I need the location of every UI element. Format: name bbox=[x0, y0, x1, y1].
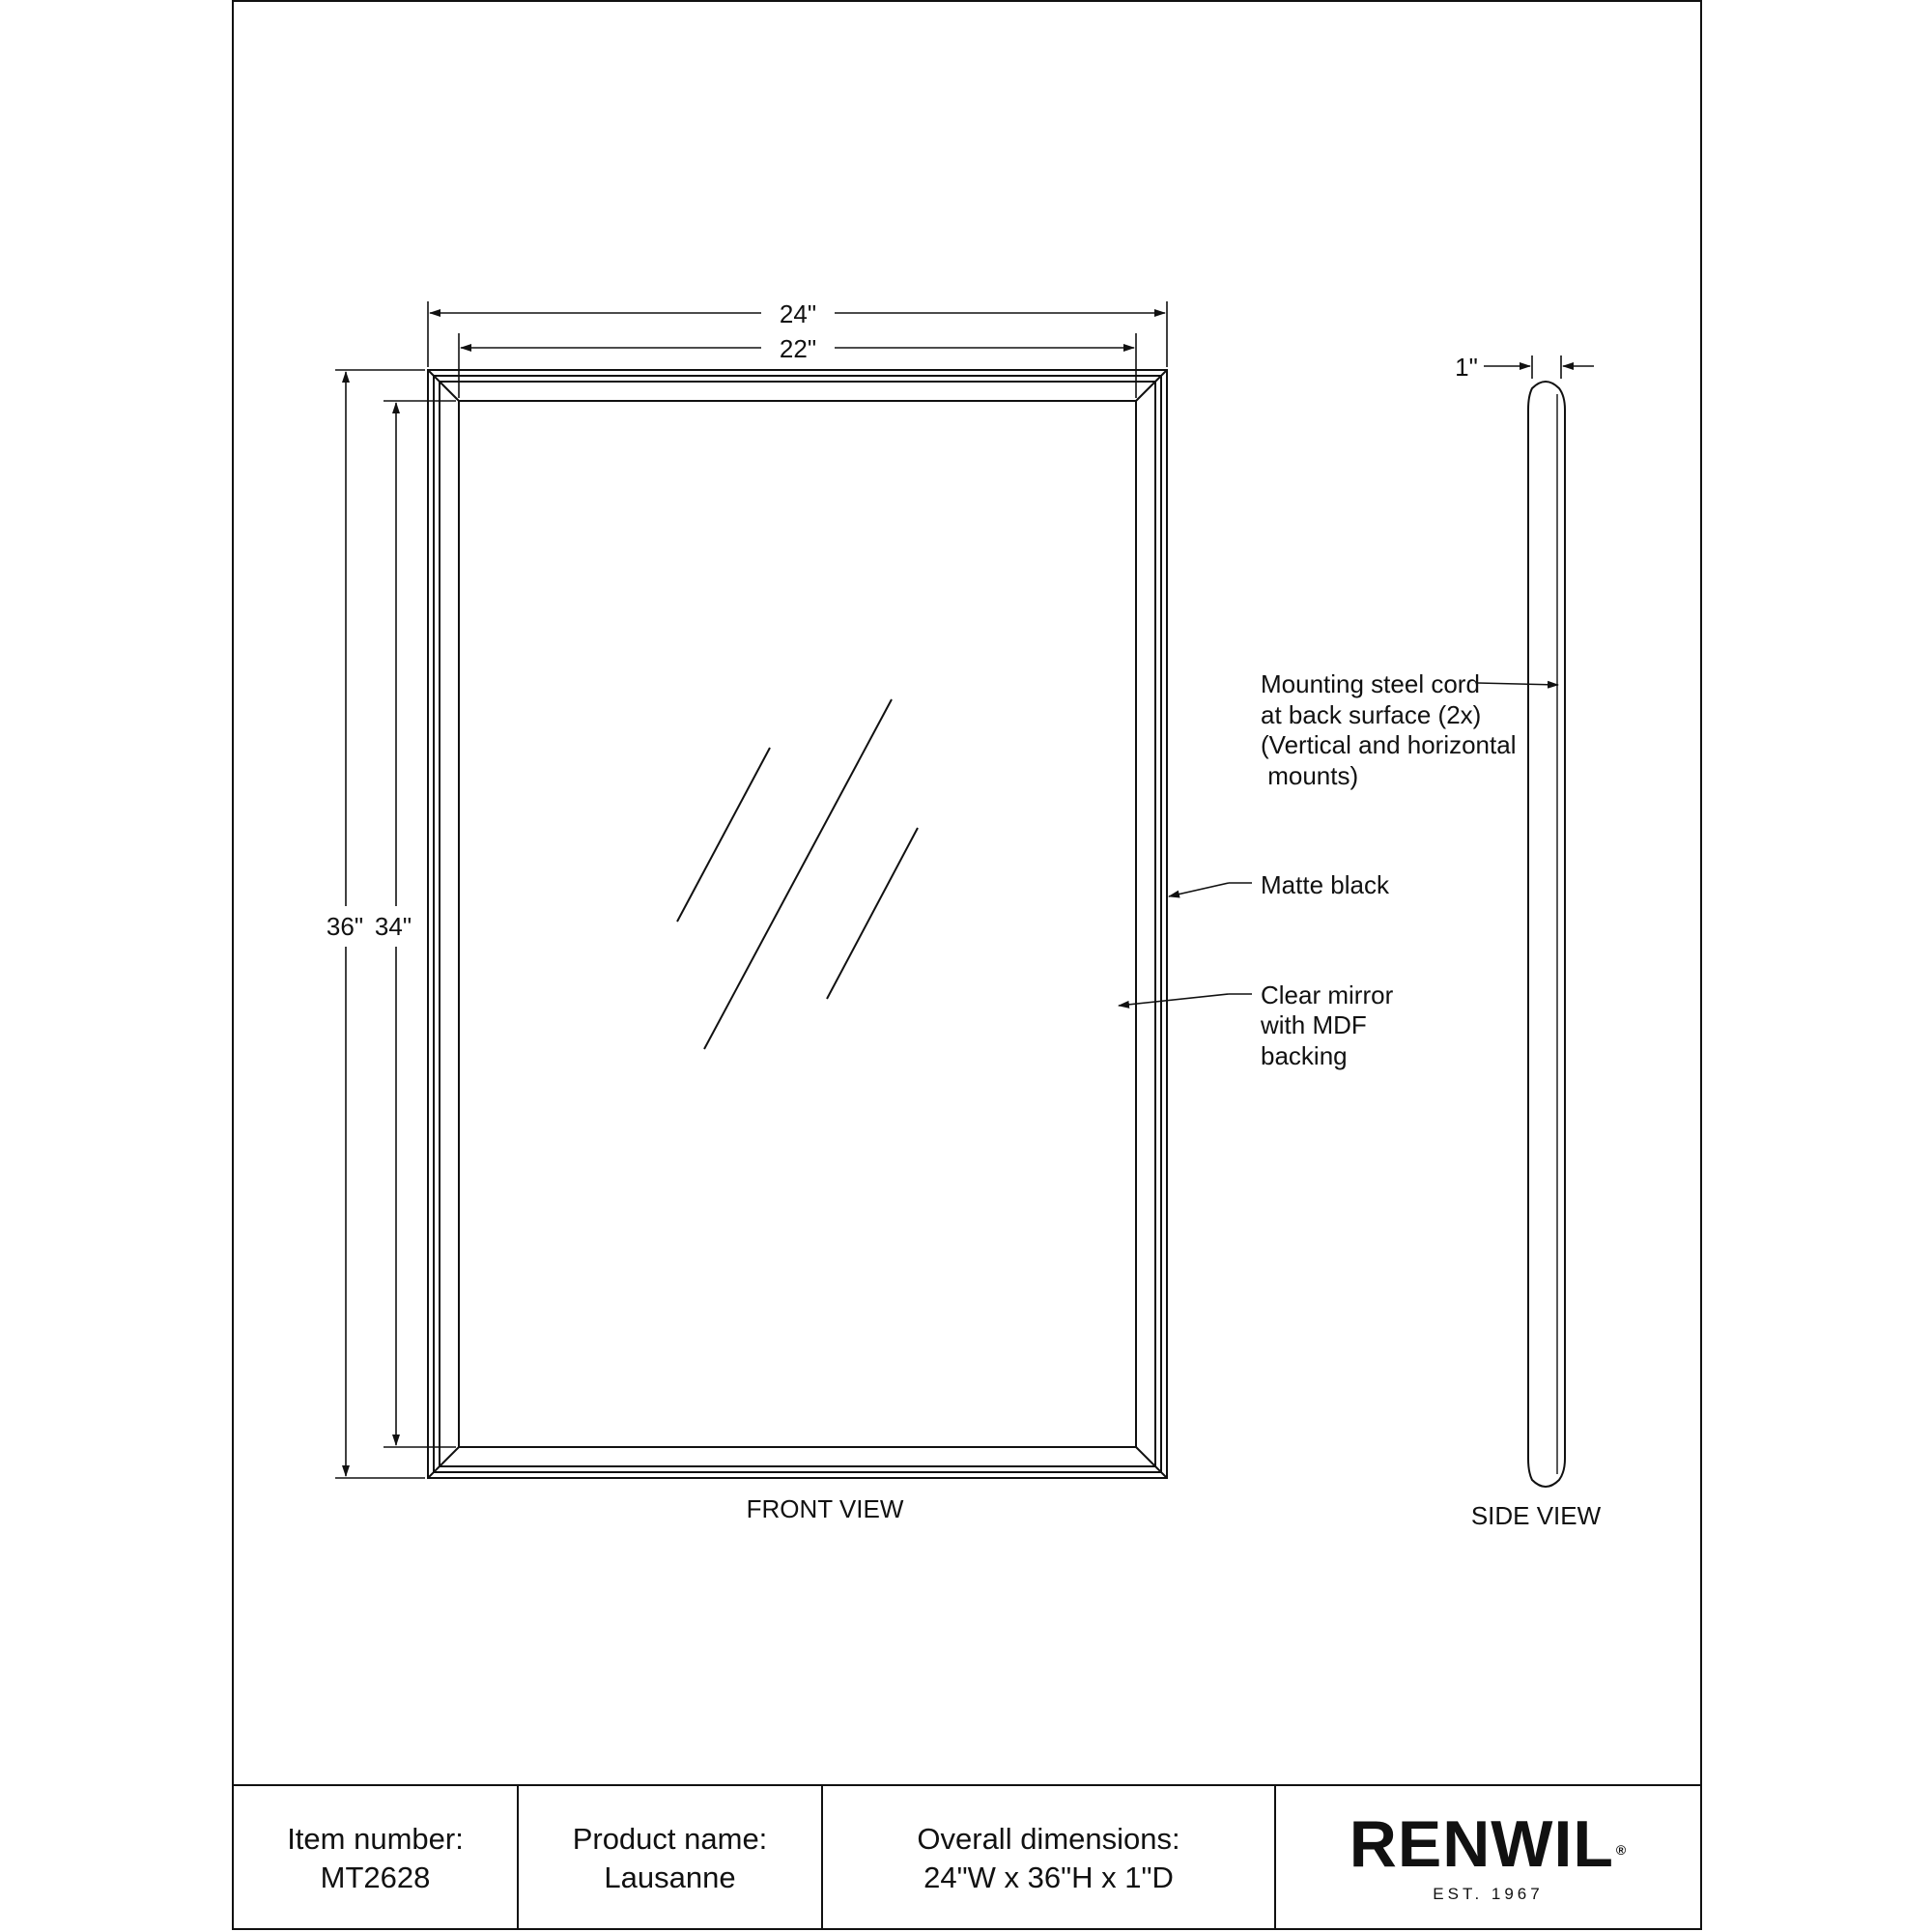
brand-wordmark: RENWIL ® bbox=[1349, 1807, 1628, 1881]
reflection-line-2 bbox=[704, 699, 892, 1049]
frame-miter-bl bbox=[428, 1447, 459, 1478]
callout-mirror-line-2: with MDF bbox=[1261, 1010, 1367, 1039]
side-profile-outline bbox=[1528, 382, 1565, 1487]
product-name-cell bbox=[518, 1787, 822, 1930]
frame-outer-edge bbox=[428, 370, 1167, 1478]
frame-step-1 bbox=[434, 376, 1161, 1472]
product-name-value: Lausanne bbox=[604, 1861, 736, 1894]
side-view-label: SIDE VIEW bbox=[1470, 1501, 1602, 1530]
dimensions-cell bbox=[822, 1787, 1275, 1930]
reflection-line-1 bbox=[677, 748, 770, 922]
dim-outer-height-label: 36" bbox=[326, 912, 364, 941]
callout-matte-black: Matte black bbox=[1261, 870, 1389, 899]
callout-mirror-line-3: backing bbox=[1261, 1041, 1348, 1070]
dim-inner-height-label: 34" bbox=[374, 912, 412, 941]
overall-dimensions-value: 24"W x 36"H x 1"D bbox=[923, 1861, 1174, 1894]
callout-mounting-line-3: (Vertical and horizontal bbox=[1261, 730, 1517, 759]
side-view bbox=[1528, 382, 1565, 1487]
brand-logo bbox=[1275, 1787, 1701, 1930]
callout-mirror-text bbox=[1260, 980, 1394, 1070]
frame-miter-tl bbox=[428, 370, 459, 401]
dim-depth-label: 1" bbox=[1455, 353, 1478, 382]
brand-tagline: EST. 1967 bbox=[1433, 1885, 1544, 1903]
item-number-value: MT2628 bbox=[320, 1861, 431, 1894]
frame-miter-br bbox=[1136, 1447, 1167, 1478]
dim-outer-width-label: 24" bbox=[779, 299, 817, 328]
depth-dimension bbox=[1484, 355, 1594, 379]
front-view-label: FRONT VIEW bbox=[746, 1494, 904, 1523]
leader-matte-black bbox=[1169, 883, 1229, 896]
frame-step-2 bbox=[440, 382, 1155, 1466]
dim-inner-width-label: 22" bbox=[779, 334, 817, 363]
mirror-glass-edge bbox=[459, 401, 1136, 1447]
item-number-cell bbox=[233, 1787, 518, 1930]
item-number-label: Item number: bbox=[287, 1822, 464, 1856]
product-name-label: Product name: bbox=[572, 1822, 768, 1856]
callout-mirror-line-1: Clear mirror bbox=[1261, 980, 1394, 1009]
callout-mounting-text bbox=[1261, 669, 1516, 790]
frame-miter-tr bbox=[1136, 370, 1167, 401]
reflection-line-3 bbox=[827, 828, 918, 999]
overall-dimensions-label: Overall dimensions: bbox=[917, 1822, 1180, 1856]
leader-mounting bbox=[1478, 683, 1558, 685]
callout-mounting-line-1: Mounting steel cord bbox=[1261, 669, 1480, 698]
callout-mounting-line-4: mounts) bbox=[1261, 761, 1359, 790]
registered-mark: ® bbox=[1615, 1842, 1628, 1858]
front-view bbox=[428, 370, 1167, 1478]
sheet-border bbox=[233, 1, 1701, 1929]
callout-mounting-line-2: at back surface (2x) bbox=[1261, 700, 1482, 729]
